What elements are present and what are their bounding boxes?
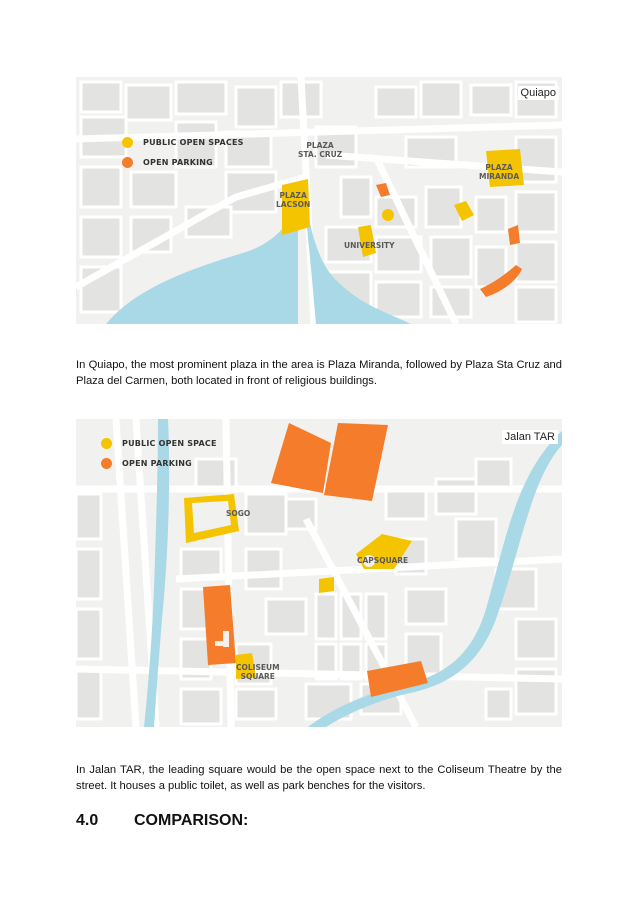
section-heading (76, 812, 248, 830)
orange-dot-icon (101, 458, 112, 469)
jalan-tar-paragraph: In Jalan TAR, the leading square would be the open space next to the Coliseum Theatre by the street. It houses a public toilet, as well as park benches for the visitors. (76, 764, 562, 792)
section-title: COMPARISON: (134, 812, 249, 829)
yellow-dot-icon (101, 438, 112, 449)
legend-label: OPEN PARKING (143, 157, 213, 167)
plaza-miranda-label: PLAZA MIRANDA (479, 163, 520, 181)
quiapo-map (76, 77, 562, 324)
legend-item-open-parking (122, 152, 244, 172)
legend-item-open-parking (101, 453, 217, 473)
section-number: 4.0 (76, 812, 99, 829)
yellow-dot-icon (122, 137, 133, 148)
capsquare-label: CAPSQUARE (357, 556, 409, 565)
jalan-tar-legend (101, 433, 217, 473)
quiapo-place-label: Quiapo (518, 86, 559, 100)
legend-label: OPEN PARKING (122, 458, 192, 468)
coliseum-square-label: COLISEUM SQUARE (236, 663, 280, 681)
orange-dot-icon (122, 157, 133, 168)
jalan-tar-map (76, 419, 562, 727)
quiapo-paragraph: In Quiapo, the most prominent plaza in the area is Plaza Miranda, followed by Plaza Sta Cruz and Plaza del Carmen, both located in front of religious buildings. (76, 359, 562, 387)
plaza-sta-cruz-label: PLAZA STA. CRUZ (298, 141, 343, 159)
university-label: UNIVERSITY (344, 241, 395, 250)
plaza-lacson-label: PLAZA LACSON (276, 191, 311, 209)
legend-item-public-open-spaces (122, 132, 244, 152)
legend-label: PUBLIC OPEN SPACE (122, 438, 217, 448)
jalan-tar-place-label: Jalan TAR (502, 430, 558, 444)
sogo-label: SOGO (226, 509, 251, 518)
quiapo-legend (122, 132, 244, 172)
legend-item-public-open-space (101, 433, 217, 453)
legend-label: PUBLIC OPEN SPACES (143, 137, 244, 147)
quiapo-map-drawing (76, 77, 562, 324)
